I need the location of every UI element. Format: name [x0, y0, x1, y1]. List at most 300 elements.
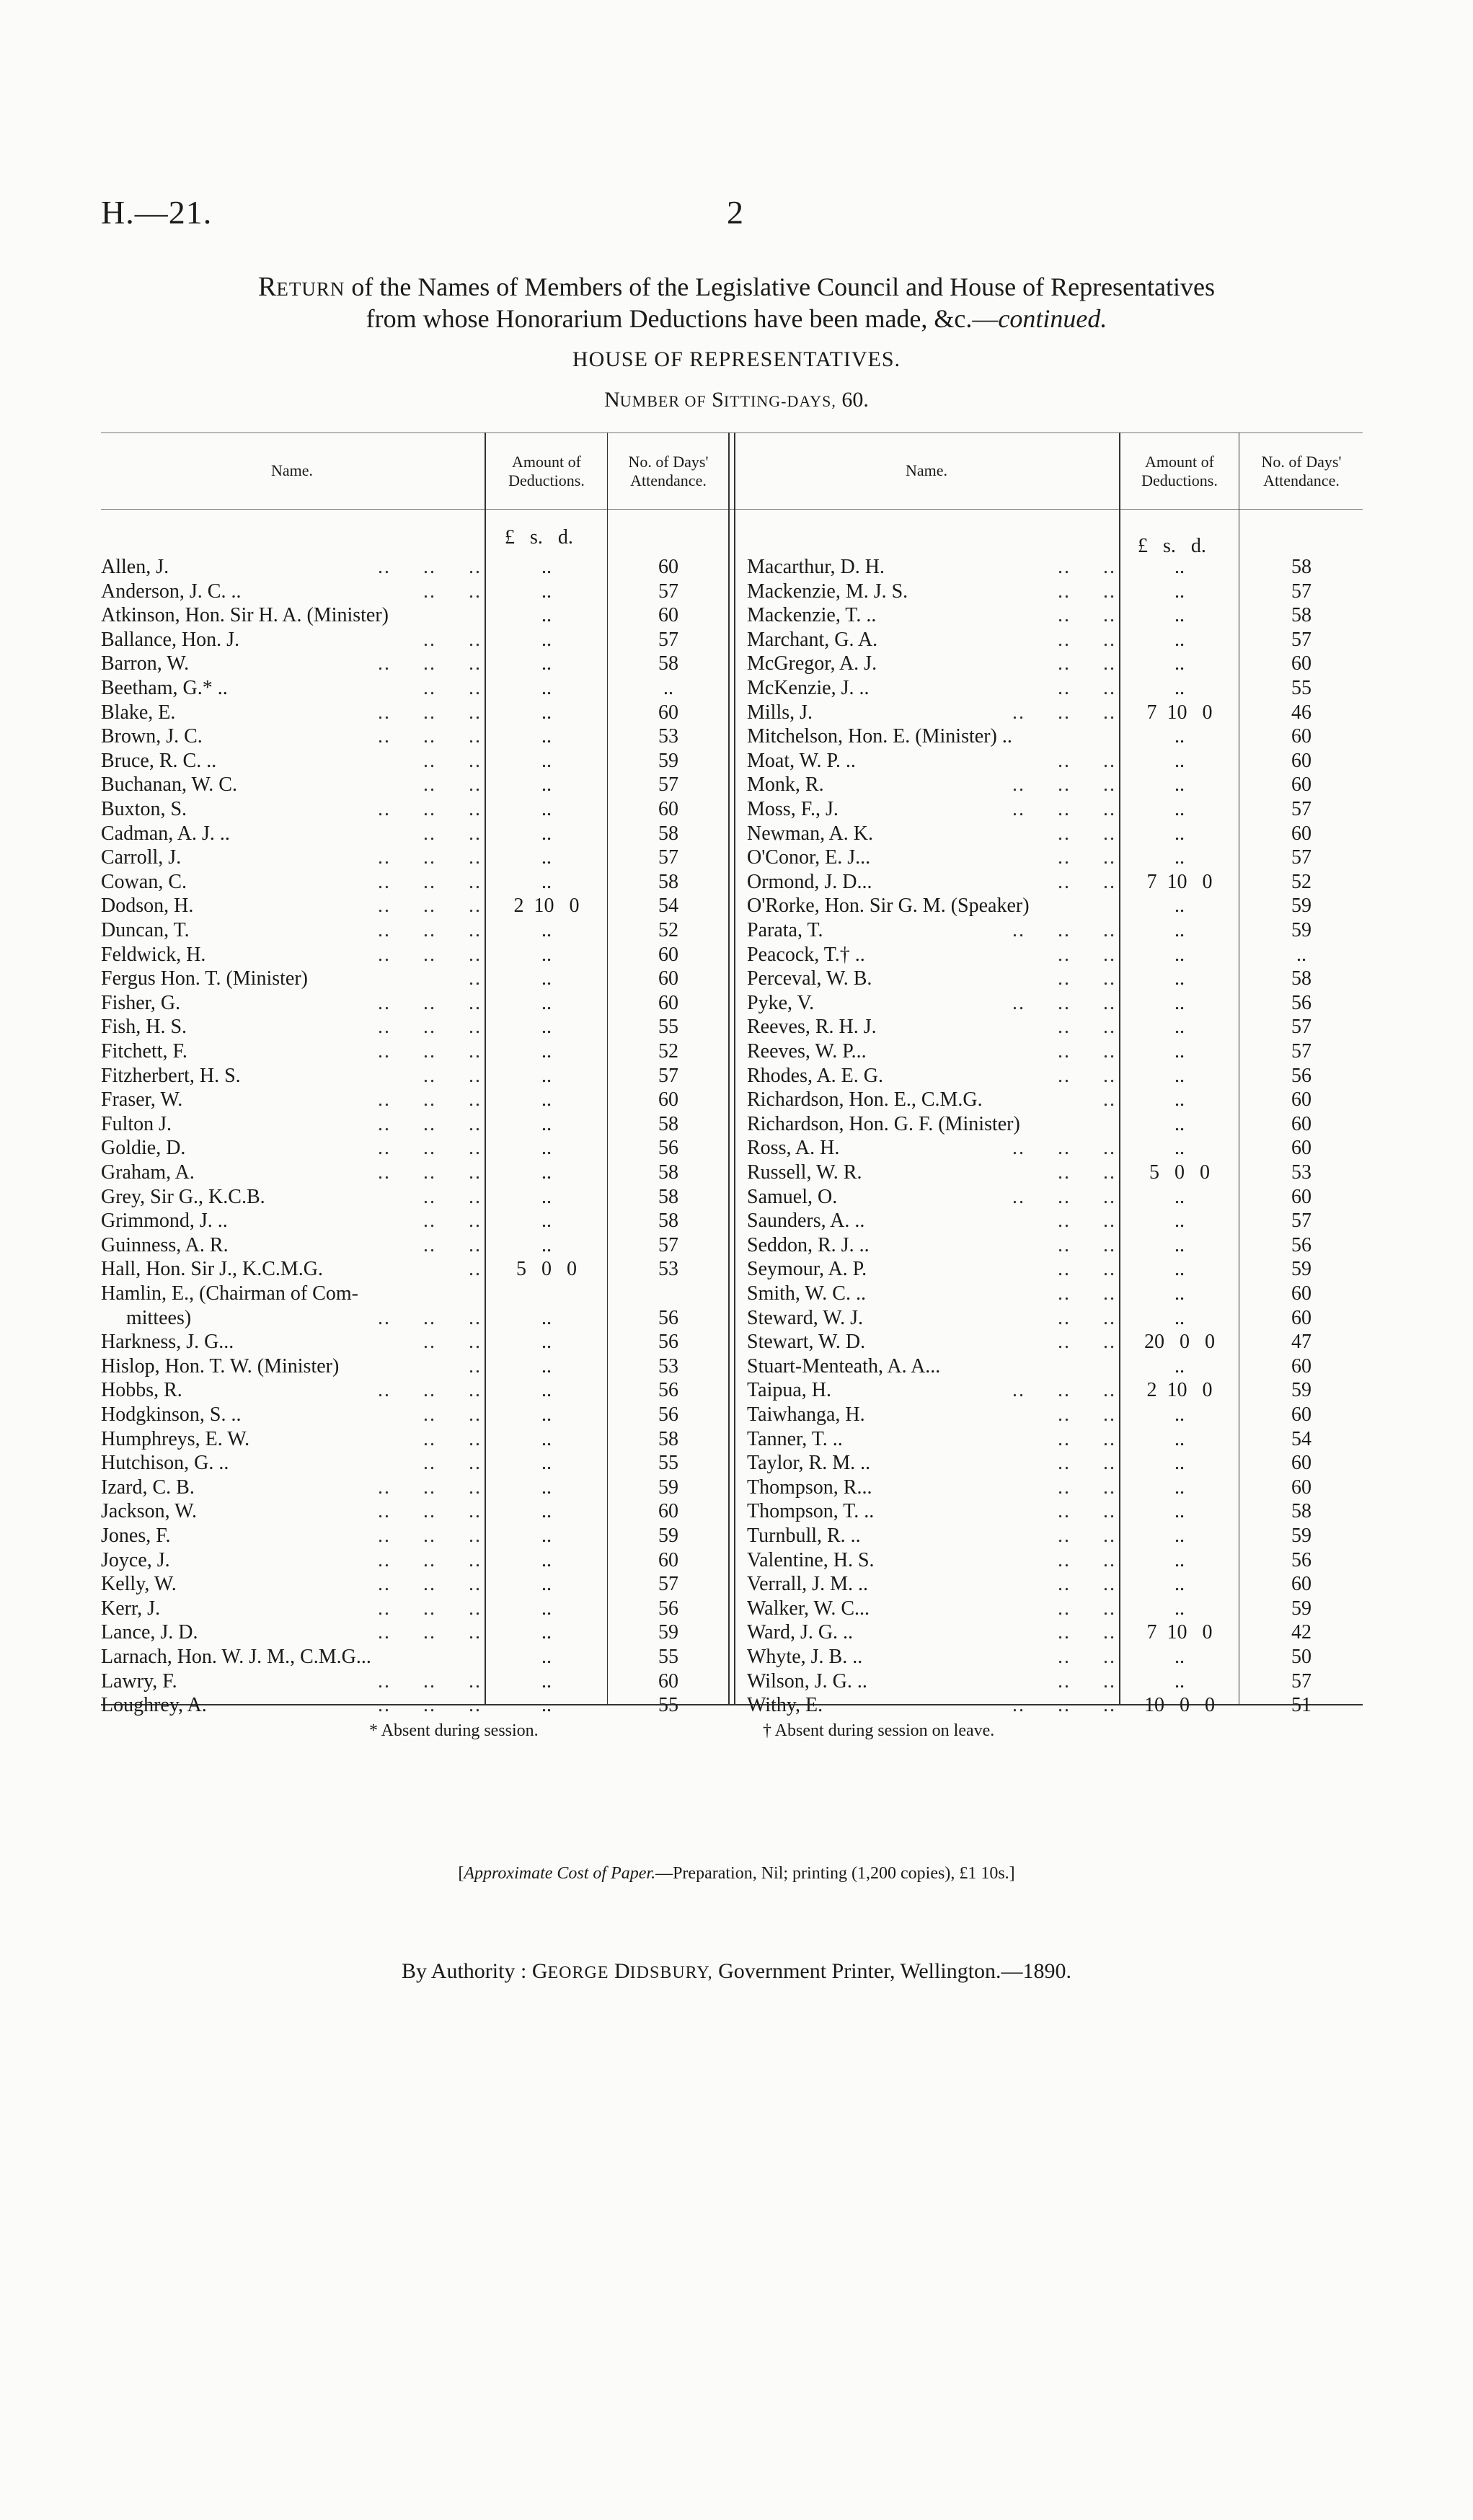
dot-leader: .. .. [423, 1452, 482, 1475]
document-reference: H.—21. [101, 194, 213, 231]
member-name: Ballance, Hon. J. [101, 628, 240, 651]
attendance-days: 58 [658, 822, 678, 845]
currency-header-right: £ s. d. [1138, 535, 1206, 557]
deduction-amount: 7 10 0 [1146, 1621, 1213, 1644]
attendance-days: 58 [658, 1427, 678, 1450]
attendance-days: 60 [658, 1548, 678, 1571]
table-row [747, 967, 1363, 991]
table-row [101, 1378, 728, 1403]
dot-leader: .. .. .. [1012, 1185, 1116, 1208]
attendance-days: 60 [658, 1500, 678, 1523]
attendance-days: 55 [1291, 677, 1311, 699]
table-row [101, 797, 728, 822]
table-row [101, 1112, 728, 1137]
table-row [101, 1257, 728, 1282]
header-amount-left-line1: Amount of [512, 453, 581, 471]
member-name: Guinness, A. R. [101, 1233, 229, 1256]
attendance-days: 60 [658, 701, 678, 724]
attendance-days: 60 [1291, 1112, 1311, 1135]
attendance-days: 46 [1291, 701, 1311, 724]
member-name: Humphreys, E. W. [101, 1427, 250, 1450]
dot-leader: .. .. [1058, 822, 1116, 845]
member-name: mittees) [101, 1306, 192, 1329]
member-name: Withy, E. [747, 1694, 823, 1717]
member-name: Monk, R. [747, 773, 824, 797]
table-row [101, 1330, 728, 1354]
deduction-amount: .. [541, 943, 552, 966]
table-row [101, 1451, 728, 1476]
dot-leader: .. .. [1058, 1306, 1116, 1329]
attendance-days: 58 [658, 870, 678, 893]
deduction-amount: .. [541, 798, 552, 820]
dot-leader: .. .. .. [378, 1597, 482, 1620]
authority-initial-2: D [614, 1959, 630, 1983]
dot-leader: .. .. .. [1012, 991, 1116, 1014]
dot-leader: .. .. .. [378, 1137, 482, 1160]
member-name: Samuel, O. [747, 1185, 838, 1208]
member-name: Newman, A. K. [747, 822, 873, 845]
attendance-days: 58 [1291, 1500, 1311, 1523]
dot-leader: .. .. [1058, 628, 1116, 651]
attendance-days: 56 [658, 1379, 678, 1402]
dot-leader: .. .. .. [1012, 919, 1116, 941]
table-row [747, 1039, 1363, 1064]
dot-leader: .. .. [1058, 1427, 1116, 1450]
member-name: Valentine, H. S. [747, 1548, 875, 1571]
member-name: Tanner, T. .. [747, 1427, 843, 1450]
member-name: Lawry, F. [101, 1669, 177, 1692]
deduction-amount: .. [541, 1452, 552, 1475]
table-row [747, 1330, 1363, 1354]
attendance-days: 57 [1291, 1669, 1311, 1692]
attendance-days: 59 [658, 1621, 678, 1644]
attendance-days: 59 [658, 1476, 678, 1499]
table-row [747, 1185, 1363, 1210]
deduction-amount: .. [541, 1476, 552, 1499]
sitting-days-heading [0, 388, 1473, 412]
deduction-amount: .. [1175, 1040, 1185, 1062]
member-name: Harkness, J. G... [101, 1331, 234, 1354]
title-line-1 [0, 271, 1473, 305]
deduction-amount: .. [1175, 822, 1185, 845]
attendance-days: 59 [658, 749, 678, 772]
member-name: Ormond, J. D... [747, 870, 872, 893]
attendance-days: 60 [1291, 652, 1311, 675]
member-name: Mills, J. [747, 701, 813, 724]
attendance-days: 58 [658, 652, 678, 675]
title-initial: R [257, 272, 277, 302]
deduction-amount: .. [1175, 604, 1185, 627]
table-row [747, 701, 1363, 725]
cost-label: Approximate Cost of Paper. [464, 1864, 656, 1883]
attendance-days: 57 [1291, 1016, 1311, 1039]
header-name-left: Name. [270, 461, 314, 479]
deduction-amount: .. [1175, 1112, 1185, 1135]
deduction-amount: .. [541, 822, 552, 845]
dot-leader: .. .. [1058, 1040, 1116, 1062]
attendance-days: 59 [1291, 919, 1311, 941]
attendance-days: 60 [1291, 773, 1311, 797]
dot-leader: .. .. .. [378, 870, 482, 893]
table-row [101, 822, 728, 846]
cost-detail: —Preparation, Nil; printing (1,200 copies), £1 10s. [655, 1864, 1009, 1883]
center-divider-b [734, 432, 735, 1705]
deduction-amount: .. [1175, 1233, 1185, 1256]
deduction-amount: 7 10 0 [1146, 701, 1213, 724]
deduction-amount: .. [1175, 652, 1185, 675]
member-name: Thompson, R... [747, 1476, 872, 1499]
member-name: Fraser, W. [101, 1088, 183, 1112]
dot-leader: .. .. [423, 1403, 482, 1426]
dot-leader: .. .. [1058, 1282, 1116, 1305]
deduction-amount: .. [541, 1621, 552, 1644]
member-name: Marchant, G. A. [747, 628, 878, 651]
deduction-amount: 5 0 0 [516, 1258, 577, 1281]
table-row [101, 652, 728, 676]
member-name: Buxton, S. [101, 798, 187, 820]
table-row [747, 1476, 1363, 1500]
table-row [101, 1064, 728, 1088]
table-row [747, 822, 1363, 846]
deduction-amount: .. [541, 870, 552, 893]
table-row [101, 724, 728, 749]
deduction-amount: .. [541, 1161, 552, 1184]
table-row [101, 918, 728, 943]
deduction-amount: .. [1175, 1185, 1185, 1208]
attendance-days: 42 [1291, 1621, 1311, 1644]
dot-leader: .. .. [1058, 749, 1116, 772]
table-row [101, 1476, 728, 1500]
attendance-days: 52 [658, 919, 678, 941]
attendance-days: 57 [1291, 1040, 1311, 1062]
attendance-days: .. [1296, 943, 1306, 966]
deduction-amount: .. [1175, 1282, 1185, 1305]
attendance-days: 53 [658, 725, 678, 748]
deduction-amount: .. [1175, 895, 1185, 918]
dot-leader: .. .. .. [378, 846, 482, 869]
member-name: Feldwick, H. [101, 943, 206, 966]
dot-leader: .. .. [423, 822, 482, 845]
deduction-amount: .. [541, 652, 552, 675]
dot-leader: .. .. [423, 1331, 482, 1354]
deduction-amount: .. [541, 1016, 552, 1039]
table-row [101, 967, 728, 991]
sitting-smallcaps-1: UMBER OF [619, 392, 707, 410]
table-row [747, 1645, 1363, 1669]
deduction-amount: .. [541, 1403, 552, 1426]
member-name: McGregor, A. J. [747, 652, 877, 675]
table-row [747, 1209, 1363, 1233]
table-row [747, 1354, 1363, 1379]
deduction-amount: .. [1175, 1137, 1185, 1160]
table-row [101, 1403, 728, 1427]
member-name: Reeves, R. H. J. [747, 1016, 877, 1039]
dot-leader: .. .. .. [378, 1016, 482, 1039]
deduction-amount: .. [541, 1040, 552, 1062]
deduction-amount: .. [541, 1331, 552, 1354]
member-name: Wilson, J. G. .. [747, 1669, 867, 1692]
table-row [747, 652, 1363, 676]
deduction-amount: .. [541, 725, 552, 748]
dot-leader: .. .. .. [378, 1379, 482, 1402]
attendance-days: 55 [658, 1694, 678, 1717]
attendance-days: 60 [1291, 1185, 1311, 1208]
member-name: Grimmond, J. .. [101, 1210, 228, 1233]
attendance-days: 57 [658, 1233, 678, 1256]
attendance-days: 58 [658, 1185, 678, 1208]
dot-leader: .. .. .. [378, 1573, 482, 1596]
table-row [101, 580, 728, 604]
deduction-amount: .. [1175, 725, 1185, 748]
member-name: Mackenzie, T. .. [747, 604, 877, 627]
attendance-days: 60 [658, 943, 678, 966]
attendance-days: 56 [658, 1137, 678, 1160]
dot-leader: .. .. .. [378, 1621, 482, 1644]
dot-leader: .. .. [1058, 677, 1116, 699]
table-row [747, 894, 1363, 918]
dot-leader: .. .. [1058, 1548, 1116, 1571]
attendance-days: 55 [658, 1646, 678, 1668]
attendance-days: 50 [1291, 1646, 1311, 1668]
table-row [747, 1306, 1363, 1331]
deduction-amount: .. [541, 556, 552, 578]
member-name: Taipua, H. [747, 1379, 832, 1402]
title-line-2-text: from whose Honorarium Deductions have been made, &c.— [366, 304, 999, 333]
table-row [747, 1088, 1363, 1112]
table-top-rule [101, 432, 1363, 433]
member-name: Barron, W. [101, 652, 190, 675]
dot-leader: .. .. [1058, 1258, 1116, 1281]
member-name: Fulton J. [101, 1112, 172, 1135]
member-name: Jones, F. [101, 1525, 171, 1547]
dot-leader: .. .. .. [1012, 773, 1116, 797]
table-row [747, 773, 1363, 797]
sitting-initial-2: S [712, 388, 724, 412]
table-row [747, 846, 1363, 870]
currency-header-left: £ s. d. [505, 526, 573, 549]
deduction-amount: .. [541, 1354, 552, 1377]
attendance-days: 53 [1291, 1161, 1311, 1184]
deduction-amount: .. [541, 749, 552, 772]
deduction-amount: .. [1175, 1669, 1185, 1692]
cost-of-paper: [Approximate Cost of Paper.—Preparation, Nil; printing (1,200 copies), £1 10s.] [458, 1864, 1015, 1883]
dot-leader: .. [469, 1258, 482, 1281]
deduction-amount: .. [541, 1669, 552, 1692]
deduction-amount: .. [541, 1379, 552, 1402]
member-name: Fitchett, F. [101, 1040, 187, 1062]
deduction-amount: .. [541, 1646, 552, 1668]
table-row [101, 1185, 728, 1210]
dot-leader: .. .. [423, 628, 482, 651]
header-days-left-line2: Attendance. [630, 471, 707, 489]
attendance-days: 57 [1291, 798, 1311, 820]
member-name: Steward, W. J. [747, 1306, 863, 1329]
dot-leader: .. .. .. [378, 1669, 482, 1692]
attendance-days: 58 [1291, 556, 1311, 578]
table-row [101, 894, 728, 918]
table-row [747, 1620, 1363, 1645]
attendance-days: 54 [658, 895, 678, 918]
dot-leader: .. .. .. [1012, 701, 1116, 724]
table-row [747, 1572, 1363, 1597]
member-name: Perceval, W. B. [747, 967, 872, 990]
deduction-amount: .. [1175, 1258, 1185, 1281]
member-name: Taylor, R. M. .. [747, 1452, 871, 1475]
attendance-days: 58 [658, 1161, 678, 1184]
table-row [747, 1669, 1363, 1694]
dot-leader: .. .. .. [378, 1476, 482, 1499]
deduction-amount: 20 0 0 [1144, 1331, 1215, 1354]
sitting-value: 60. [841, 388, 869, 412]
table-row [101, 1282, 728, 1306]
attendance-days: 60 [658, 991, 678, 1014]
table-row [747, 1136, 1363, 1161]
member-name: Mitchelson, Hon. E. (Minister) .. [747, 725, 1012, 748]
dot-leader: .. .. .. [378, 1088, 482, 1112]
table-row [747, 918, 1363, 943]
deduction-amount: .. [541, 967, 552, 990]
dot-leader: .. .. [423, 1427, 482, 1450]
attendance-days: 56 [1291, 991, 1311, 1014]
dot-leader: .. .. [423, 580, 482, 603]
table-row [101, 1620, 728, 1645]
deduction-amount: .. [1175, 846, 1185, 869]
deduction-amount: .. [541, 1064, 552, 1087]
dot-leader: .. .. [423, 773, 482, 797]
house-heading: HOUSE OF REPRESENTATIVES. [572, 347, 901, 371]
member-name: Peacock, T.† .. [747, 943, 865, 966]
table-row [101, 1039, 728, 1064]
table-row [747, 1378, 1363, 1403]
member-name: Walker, W. C... [747, 1597, 870, 1620]
dot-leader: .. .. .. [378, 701, 482, 724]
dot-leader: .. .. [1058, 1476, 1116, 1499]
member-name: Dodson, H. [101, 895, 194, 918]
attendance-days: 60 [1291, 749, 1311, 772]
dot-leader: .. .. [1058, 1403, 1116, 1426]
dot-leader: .. .. [1058, 870, 1116, 893]
dot-leader: .. [469, 1354, 482, 1377]
member-name: Hislop, Hon. T. W. (Minister) [101, 1354, 340, 1377]
dot-leader: .. .. [1058, 604, 1116, 627]
attendance-days: 58 [658, 1210, 678, 1233]
attendance-days: 58 [1291, 967, 1311, 990]
table-row [747, 1524, 1363, 1548]
member-name: Rhodes, A. E. G. [747, 1064, 883, 1087]
dot-leader: .. .. [1058, 556, 1116, 578]
deduction-amount: .. [1175, 798, 1185, 820]
member-name: Turnbull, R. .. [747, 1525, 861, 1547]
attendance-days: 59 [1291, 1258, 1311, 1281]
deduction-amount: .. [541, 846, 552, 869]
table-row [101, 1015, 728, 1039]
table-row [101, 1548, 728, 1573]
table-row [101, 749, 728, 773]
deduction-amount: .. [541, 604, 552, 627]
member-name: Whyte, J. B. .. [747, 1646, 863, 1668]
attendance-days: 60 [1291, 1452, 1311, 1475]
deduction-amount: .. [1175, 749, 1185, 772]
deduction-amount: .. [1175, 1573, 1185, 1596]
table-row [747, 749, 1363, 773]
member-name: O'Rorke, Hon. Sir G. M. (Speaker) [747, 895, 1030, 918]
dot-leader: .. .. .. [378, 1161, 482, 1184]
table-row [747, 1257, 1363, 1282]
dot-leader: .. .. .. [378, 895, 482, 918]
member-name: Bruce, R. C. .. [101, 749, 217, 772]
deduction-amount: .. [541, 773, 552, 797]
attendance-days: 57 [1291, 580, 1311, 603]
member-name: Hamlin, E., (Chairman of Com- [101, 1282, 358, 1305]
table-row [747, 1693, 1363, 1718]
member-name: Cadman, A. J. .. [101, 822, 230, 845]
table-row [101, 1088, 728, 1112]
attendance-days: 47 [1291, 1331, 1311, 1354]
member-name: Allen, J. [101, 556, 169, 578]
member-name: Larnach, Hon. W. J. M., C.M.G... [101, 1646, 371, 1668]
member-name: Reeves, W. P... [747, 1040, 867, 1062]
dot-leader: .. .. .. [378, 1694, 482, 1717]
table-row [101, 1354, 728, 1379]
attendance-days: 59 [1291, 1525, 1311, 1547]
header-days-left-line1: No. of Days' [628, 453, 709, 471]
member-name: Richardson, Hon. E., C.M.G. [747, 1088, 983, 1112]
deduction-amount: .. [541, 919, 552, 941]
attendance-days: 57 [1291, 1210, 1311, 1233]
attendance-days: 55 [658, 1016, 678, 1039]
dot-leader: .. .. [1058, 1233, 1116, 1256]
deduction-amount: .. [1175, 556, 1185, 578]
deduction-amount: 10 0 0 [1144, 1694, 1215, 1717]
member-name: Seddon, R. J. .. [747, 1233, 870, 1256]
table-row [101, 773, 728, 797]
table-row [747, 603, 1363, 628]
table-row [747, 1499, 1363, 1524]
table-row [101, 870, 728, 895]
member-name: Grey, Sir G., K.C.B. [101, 1185, 265, 1208]
table-header-rule [101, 509, 1363, 510]
deduction-amount: .. [1175, 1597, 1185, 1620]
attendance-days: 59 [1291, 1597, 1311, 1620]
table-row [747, 1064, 1363, 1088]
deduction-amount: .. [1175, 967, 1185, 990]
table-row [747, 580, 1363, 604]
attendance-days: 56 [658, 1306, 678, 1329]
header-days-right-line2: Attendance. [1263, 471, 1340, 489]
deduction-amount: .. [1175, 677, 1185, 699]
title-text: of the Names of Members of the Legislative Council and House of Representatives [351, 272, 1216, 301]
table-row [747, 1548, 1363, 1573]
dot-leader: .. .. [1058, 652, 1116, 675]
member-name: Moat, W. P. .. [747, 749, 856, 772]
attendance-days: .. [663, 677, 673, 699]
dot-leader: .. .. .. [378, 798, 482, 820]
member-name: Saunders, A. .. [747, 1210, 865, 1233]
member-name: Izard, C. B. [101, 1476, 195, 1499]
member-name: Macarthur, D. H. [747, 556, 885, 578]
table-row [101, 1136, 728, 1161]
table-row [101, 1161, 728, 1185]
deduction-amount: .. [1175, 1354, 1185, 1377]
header-amount-right-line1: Amount of [1145, 453, 1214, 471]
table-row [101, 1693, 728, 1718]
member-name: Hutchison, G. .. [101, 1452, 229, 1475]
dot-leader: .. .. [423, 1210, 482, 1233]
member-name: Lance, J. D. [101, 1621, 198, 1644]
dot-leader: .. .. [1058, 967, 1116, 990]
attendance-days: 56 [1291, 1233, 1311, 1256]
member-name: Kerr, J. [101, 1597, 161, 1620]
